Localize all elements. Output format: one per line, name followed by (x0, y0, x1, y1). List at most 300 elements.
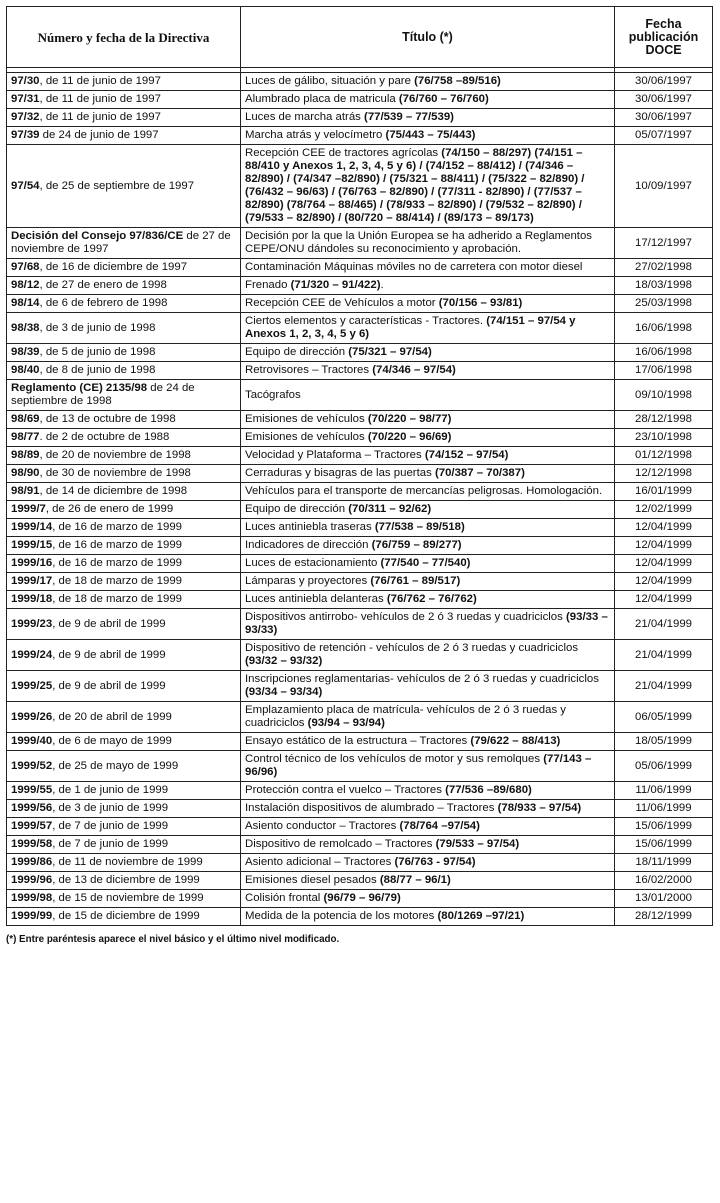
title-reference: (70/387 – 70/387) (434, 467, 525, 479)
directive-cell (7, 411, 241, 429)
directive-cell (7, 591, 241, 609)
publication-date: 18/03/1998 (615, 277, 713, 295)
title-text: Equipo de dirección (245, 346, 349, 358)
title-cell (241, 573, 615, 591)
title-cell (241, 854, 615, 872)
title-reference: (88/77 – 96/1) (379, 874, 451, 886)
publication-date: 12/12/1998 (615, 465, 713, 483)
directive-number: 97/68 (11, 261, 40, 273)
title-cell (241, 890, 615, 908)
directive-cell (7, 501, 241, 519)
publication-date: 11/06/1999 (615, 782, 713, 800)
table-row (7, 640, 713, 671)
directive-number: 1999/16 (11, 557, 53, 569)
directive-cell (7, 429, 241, 447)
publication-date: 01/12/1998 (615, 447, 713, 465)
directive-number: 1999/25 (11, 679, 53, 692)
title-reference: (70/311 – 92/62) (348, 503, 432, 515)
publication-date: 17/06/1998 (615, 362, 713, 380)
title-reference: (70/220 – 98/77) (367, 413, 452, 425)
table-row (7, 145, 713, 228)
title-reference: (76/763 - 97/54) (394, 856, 476, 868)
title-text: Control técnico de los vehículos de motor y sus remolques (245, 753, 544, 765)
directive-date: , de 5 de junio de 1998 (39, 346, 156, 358)
title-reference: (77/538 – 89/518) (374, 521, 465, 533)
title-text: Frenado (245, 279, 291, 291)
directive-date: , de 27 de enero de 1998 (39, 279, 167, 291)
table-row (7, 429, 713, 447)
publication-date: 30/06/1997 (615, 91, 713, 109)
table-row (7, 702, 713, 733)
title-cell (241, 836, 615, 854)
directive-number: 1999/40 (11, 735, 53, 747)
directive-cell (7, 465, 241, 483)
title-text: Alumbrado placa de matricula (245, 93, 399, 105)
directive-number: 1999/56 (11, 802, 53, 814)
directive-cell (7, 702, 241, 733)
title-text: Emplazamiento placa de matrícula- vehículos de 2 ó 3 ruedas y cuadriciclos (245, 704, 567, 729)
publication-date: 15/06/1999 (615, 836, 713, 854)
directive-cell (7, 573, 241, 591)
directive-number: 1999/55 (11, 784, 53, 796)
title-reference: (79/533 – 97/54) (435, 838, 520, 850)
directive-number: 1999/26 (11, 710, 53, 723)
directive-date: , de 26 de enero de 1999 (45, 503, 174, 515)
title-cell (241, 591, 615, 609)
publication-date: 18/05/1999 (615, 733, 713, 751)
directive-date: , de 13 de diciembre de 1999 (52, 874, 200, 886)
directive-date: , de 1 de junio de 1999 (52, 784, 169, 796)
table-row (7, 109, 713, 127)
table-header-row (7, 7, 713, 68)
table-row (7, 259, 713, 277)
directive-number: 97/31 (11, 93, 40, 105)
directive-cell (7, 380, 241, 411)
directive-date: , de 6 de mayo de 1999 (52, 735, 172, 747)
title-reference: (76/760 – 76/760) (398, 93, 489, 105)
title-text: Velocidad y Plataforma – Tractores (245, 449, 425, 461)
table-row (7, 447, 713, 465)
publication-date: 17/12/1997 (615, 228, 713, 259)
title-text: Colisión frontal (245, 892, 324, 904)
table-row (7, 908, 713, 926)
title-cell (241, 145, 615, 228)
directive-date: . de 2 de octubre de 1988 (39, 431, 170, 443)
directive-cell (7, 782, 241, 800)
title-cell (241, 411, 615, 429)
title-text: Protección contra el vuelco – Tractores (245, 784, 446, 796)
title-reference: (70/220 – 96/69) (367, 431, 452, 443)
publication-date: 16/06/1998 (615, 344, 713, 362)
directive-date: , de 20 de abril de 1999 (52, 710, 172, 723)
title-reference: (80/1269 –97/21) (437, 910, 525, 922)
title-cell (241, 872, 615, 890)
title-text: Recepción CEE de Vehículos a motor (245, 297, 439, 309)
title-text: Ciertos elementos y características - Tractores. (245, 315, 487, 327)
directive-cell (7, 277, 241, 295)
title-cell (241, 818, 615, 836)
publication-date: 16/06/1998 (615, 313, 713, 344)
title-reference: (93/94 – 93/94) (307, 717, 385, 729)
header-directive: Número y fecha de la Directiva (7, 7, 241, 68)
directive-number: 1999/23 (11, 617, 53, 630)
title-cell (241, 555, 615, 573)
directive-date: de 27 de noviembre de 1997 (11, 230, 231, 255)
directive-cell (7, 908, 241, 926)
title-reference: (93/32 – 93/32) (245, 655, 323, 667)
directives-table (6, 6, 713, 926)
publication-date: 09/10/1998 (615, 380, 713, 411)
directive-date: , de 14 de diciembre de 1998 (39, 485, 188, 497)
publication-date: 30/06/1997 (615, 109, 713, 127)
title-reference: (75/321 – 97/54) (348, 346, 432, 358)
directive-date: , de 9 de abril de 1999 (52, 617, 166, 630)
publication-date: 16/01/1999 (615, 483, 713, 501)
title-text: Recepción CEE de tractores agrícolas (245, 147, 442, 159)
title-text: Ensayo estático de la estructura – Tractores (245, 735, 471, 747)
title-cell (241, 465, 615, 483)
directive-number: 1999/7 (11, 503, 46, 515)
table-row (7, 380, 713, 411)
table-row (7, 671, 713, 702)
title-reference: (96/79 – 96/79) (323, 892, 401, 904)
title-text: Emisiones diesel pesados (245, 874, 380, 886)
publication-date: 28/12/1998 (615, 411, 713, 429)
directive-number: 98/89 (11, 449, 40, 461)
directive-date: , de 3 de junio de 1999 (52, 802, 169, 814)
title-cell (241, 800, 615, 818)
title-cell (241, 782, 615, 800)
table-row (7, 519, 713, 537)
directive-number: Reglamento (CE) 2135/98 (11, 382, 148, 394)
directive-date: , de 16 de marzo de 1999 (52, 557, 183, 569)
title-reference: (79/622 – 88/413) (470, 735, 561, 747)
table-row (7, 800, 713, 818)
directive-date: , de 20 de noviembre de 1998 (39, 449, 191, 461)
directive-date: , de 18 de marzo de 1999 (52, 575, 183, 587)
table-row (7, 91, 713, 109)
table-row (7, 609, 713, 640)
directive-cell (7, 362, 241, 380)
directive-date: , de 9 de abril de 1999 (52, 679, 166, 692)
title-text: Dispositivo de remolcado – Tractores (245, 838, 436, 850)
directive-cell (7, 836, 241, 854)
title-reference: (77/536 –89/680) (445, 784, 532, 796)
publication-date: 28/12/1999 (615, 908, 713, 926)
title-text: Luces de marcha atrás (245, 111, 365, 123)
directive-cell (7, 447, 241, 465)
title-cell (241, 344, 615, 362)
footnote: (*) Entre paréntesis aparece el nivel básico y el último nivel modificado. (6, 934, 340, 945)
publication-date: 12/02/1999 (615, 501, 713, 519)
table-row (7, 836, 713, 854)
directive-date: , de 15 de noviembre de 1999 (52, 892, 204, 904)
directive-date: , de 25 de septiembre de 1997 (39, 179, 195, 192)
table-row (7, 818, 713, 836)
directive-date: , de 18 de marzo de 1999 (52, 593, 183, 605)
publication-date: 15/06/1999 (615, 818, 713, 836)
table-row (7, 295, 713, 313)
directive-number: 98/39 (11, 346, 40, 358)
title-cell (241, 671, 615, 702)
directive-cell (7, 109, 241, 127)
directive-date: , de 7 de junio de 1999 (52, 838, 169, 850)
title-cell (241, 429, 615, 447)
table-row (7, 362, 713, 380)
title-cell (241, 127, 615, 145)
title-reference: (74/346 – 97/54) (372, 364, 456, 376)
table-body (7, 68, 713, 926)
directives-table-container (6, 6, 712, 926)
directive-number: 98/91 (11, 485, 40, 497)
title-cell (241, 228, 615, 259)
title-reference: (71/320 – 91/422) (290, 279, 381, 291)
directive-cell (7, 733, 241, 751)
title-reference: (77/540 – 77/540) (380, 557, 471, 569)
directive-cell (7, 671, 241, 702)
title-reference: (77/539 – 77/539) (364, 111, 454, 123)
directive-cell (7, 259, 241, 277)
title-text: Emisiones de vehículos (245, 431, 368, 443)
title-text: Emisiones de vehículos (245, 413, 368, 425)
title-cell (241, 277, 615, 295)
title-text: Marcha atrás y velocímetro (245, 129, 386, 141)
directive-date: , de 11 de junio de 1997 (39, 75, 161, 87)
title-text: Dispositivos antirrobo- vehículos de 2 ó 3 ruedas y cuadriciclos (245, 611, 566, 623)
table-row (7, 501, 713, 519)
title-reference: (76/761 – 89/517) (370, 575, 461, 587)
title-text: Dispositivo de retención - vehículos de 2 ó 3 ruedas y cuadriciclos (245, 642, 579, 654)
title-text: Lámparas y proyectores (245, 575, 371, 587)
directive-cell (7, 228, 241, 259)
title-reference: (78/933 – 97/54) (497, 802, 582, 814)
title-cell (241, 751, 615, 782)
directive-number: 97/39 (11, 129, 40, 141)
title-tail: . (380, 279, 384, 291)
directive-cell (7, 640, 241, 671)
directive-number: 97/54 (11, 179, 40, 192)
title-cell (241, 109, 615, 127)
directive-cell (7, 609, 241, 640)
directive-number: 98/14 (11, 297, 40, 309)
directive-date: , de 3 de junio de 1998 (39, 321, 156, 334)
table-row (7, 890, 713, 908)
title-text: Instalación dispositivos de alumbrado – Tractores (245, 802, 498, 814)
title-text: Luces de estacionamiento (245, 557, 381, 569)
directive-number: 98/77 (11, 431, 40, 443)
directive-cell (7, 145, 241, 228)
publication-date: 12/04/1999 (615, 591, 713, 609)
table-row (7, 573, 713, 591)
table-row (7, 73, 713, 91)
title-cell (241, 362, 615, 380)
directive-date: , de 13 de octubre de 1998 (39, 413, 176, 425)
publication-date: 12/04/1999 (615, 519, 713, 537)
directive-number: 1999/52 (11, 759, 53, 772)
directive-number: 1999/18 (11, 593, 53, 605)
directive-cell (7, 818, 241, 836)
table-row (7, 733, 713, 751)
directive-number: 1999/14 (11, 521, 53, 533)
directive-date: , de 16 de diciembre de 1997 (39, 261, 188, 273)
title-cell (241, 380, 615, 411)
title-cell (241, 295, 615, 313)
publication-date: 12/04/1999 (615, 573, 713, 591)
directive-number: Decisión del Consejo 97/836/CE (11, 230, 184, 242)
directive-date: , de 11 de junio de 1997 (39, 111, 161, 123)
table-row (7, 591, 713, 609)
title-text: Equipo de dirección (245, 503, 349, 515)
publication-date: 18/11/1999 (615, 854, 713, 872)
publication-date: 05/06/1999 (615, 751, 713, 782)
directive-date: de 24 de junio de 1997 (39, 129, 159, 141)
publication-date: 23/10/1998 (615, 429, 713, 447)
title-cell (241, 483, 615, 501)
directive-number: 98/90 (11, 467, 40, 479)
table-row (7, 555, 713, 573)
title-text: Asiento conductor – Tractores (245, 820, 400, 832)
table-row (7, 127, 713, 145)
publication-date: 06/05/1999 (615, 702, 713, 733)
title-text: Retrovisores – Tractores (245, 364, 373, 376)
title-reference: (75/443 – 75/443) (385, 129, 476, 141)
table-row (7, 344, 713, 362)
title-reference: (70/156 – 93/81) (438, 297, 523, 309)
directive-date: , de 9 de abril de 1999 (52, 648, 166, 661)
title-cell (241, 259, 615, 277)
directive-cell (7, 73, 241, 91)
table-row (7, 411, 713, 429)
table-row (7, 483, 713, 501)
directive-cell (7, 890, 241, 908)
title-cell (241, 537, 615, 555)
directive-number: 1999/96 (11, 874, 53, 886)
title-cell (241, 519, 615, 537)
directive-cell (7, 800, 241, 818)
directive-date: , de 16 de marzo de 1999 (52, 521, 183, 533)
title-reference: (76/759 – 89/277) (371, 539, 462, 551)
directive-cell (7, 555, 241, 573)
title-text: Luces antiniebla delanteras (245, 593, 387, 605)
title-cell (241, 501, 615, 519)
title-cell (241, 908, 615, 926)
directive-number: 1999/86 (11, 856, 53, 868)
table-row (7, 751, 713, 782)
directive-date: , de 11 de junio de 1997 (39, 93, 161, 105)
directive-number: 98/38 (11, 321, 40, 334)
table-row (7, 313, 713, 344)
table-row (7, 537, 713, 555)
title-text: Medida de la potencia de los motores (245, 910, 438, 922)
directive-date: , de 30 de noviembre de 1998 (39, 467, 191, 479)
directive-date: , de 16 de marzo de 1999 (52, 539, 183, 551)
table-row (7, 854, 713, 872)
header-title: Título (*) (241, 7, 615, 68)
title-reference: (74/150 – 88/297) (74/151 – 88/410 y Anexos 1, 2, 3, 4, 5 y 6) / (74/152 – 88/412) / (74/346 – 82/890) / (74/347 –82/890) / (75/321 – 88/411) / (75/322 – 82/890) / (76/432 – 96/63) / (76/763 – 82/890) / (77/311 - 82/890) / (77/537 – 82/890) (78/764 – 88/465) / (78/933 – 82/890) / (79/532 – 82/890) / (79/533 – 82/890) / (80/720 – 88/414) / (89/173 – 89/173) (245, 147, 585, 224)
directive-cell (7, 91, 241, 109)
directive-date: , de 6 de febrero de 1998 (39, 297, 168, 309)
title-reference: (93/33 – 93/33) (245, 611, 608, 636)
directive-number: 98/12 (11, 279, 40, 291)
directive-cell (7, 751, 241, 782)
directive-cell (7, 295, 241, 313)
directive-date: de 24 de septiembre de 1998 (11, 382, 195, 407)
directive-number: 97/30 (11, 75, 40, 87)
directive-date: , de 8 de junio de 1998 (39, 364, 156, 376)
title-reference: (76/758 –89/516) (414, 75, 501, 87)
directive-number: 1999/99 (11, 910, 53, 922)
title-text: Contaminación Máquinas móviles no de carretera con motor diesel (245, 261, 583, 273)
publication-date: 27/02/1998 (615, 259, 713, 277)
directive-date: , de 15 de diciembre de 1999 (52, 910, 200, 922)
title-reference: (74/151 – 97/54 y Anexos 1, 2, 3, 4, 5 y 6) (245, 315, 576, 340)
title-text: Indicadores de dirección (245, 539, 372, 551)
directive-number: 1999/57 (11, 820, 53, 832)
publication-date: 21/04/1999 (615, 640, 713, 671)
publication-date: 30/06/1997 (615, 73, 713, 91)
table-row (7, 228, 713, 259)
title-cell (241, 313, 615, 344)
title-text: Inscripciones reglamentarias- vehículos de 2 ó 3 ruedas y cuadriciclos (245, 673, 599, 685)
title-reference: (77/143 – 96/96) (245, 753, 592, 778)
title-text: Decisión por la que la Unión Europea se ha adherido a Reglamentos CEPE/ONU dándoles su reconocimiento y aprobación. (245, 230, 593, 255)
table-row (7, 277, 713, 295)
directive-date: , de 25 de mayo de 1999 (52, 759, 179, 772)
directive-date: , de 11 de noviembre de 1999 (52, 856, 203, 868)
directive-number: 98/69 (11, 413, 40, 425)
title-cell (241, 609, 615, 640)
publication-date: 21/04/1999 (615, 609, 713, 640)
publication-date: 05/07/1997 (615, 127, 713, 145)
directive-number: 1999/24 (11, 648, 53, 661)
publication-date: 21/04/1999 (615, 671, 713, 702)
directive-cell (7, 872, 241, 890)
title-text: Tacógrafos (245, 388, 301, 401)
title-text: Asiento adicional – Tractores (245, 856, 395, 868)
directive-number: 1999/98 (11, 892, 53, 904)
publication-date: 25/03/1998 (615, 295, 713, 313)
title-reference: (78/764 –97/54) (399, 820, 480, 832)
directive-cell (7, 344, 241, 362)
title-reference: (76/762 – 76/762) (386, 593, 477, 605)
title-text: Luces de gálibo, situación y pare (245, 75, 415, 87)
title-text: Vehículos para el transporte de mercancías peligrosas. Homologación. (245, 485, 603, 497)
title-cell (241, 73, 615, 91)
table-row (7, 872, 713, 890)
directive-number: 1999/58 (11, 838, 53, 850)
directive-cell (7, 127, 241, 145)
title-reference: (74/152 – 97/54) (424, 449, 509, 461)
table-row (7, 465, 713, 483)
publication-date: 12/04/1999 (615, 555, 713, 573)
directive-number: 98/40 (11, 364, 40, 376)
title-cell (241, 702, 615, 733)
publication-date: 12/04/1999 (615, 537, 713, 555)
title-cell (241, 447, 615, 465)
directive-date: , de 7 de junio de 1999 (52, 820, 169, 832)
title-cell (241, 91, 615, 109)
directive-number: 97/32 (11, 111, 40, 123)
publication-date: 10/09/1997 (615, 145, 713, 228)
directive-number: 1999/17 (11, 575, 53, 587)
directive-cell (7, 483, 241, 501)
directive-cell (7, 537, 241, 555)
directive-cell (7, 313, 241, 344)
directive-cell (7, 854, 241, 872)
directive-number: 1999/15 (11, 539, 53, 551)
title-reference: (93/34 – 93/34) (245, 686, 323, 698)
publication-date: 11/06/1999 (615, 800, 713, 818)
